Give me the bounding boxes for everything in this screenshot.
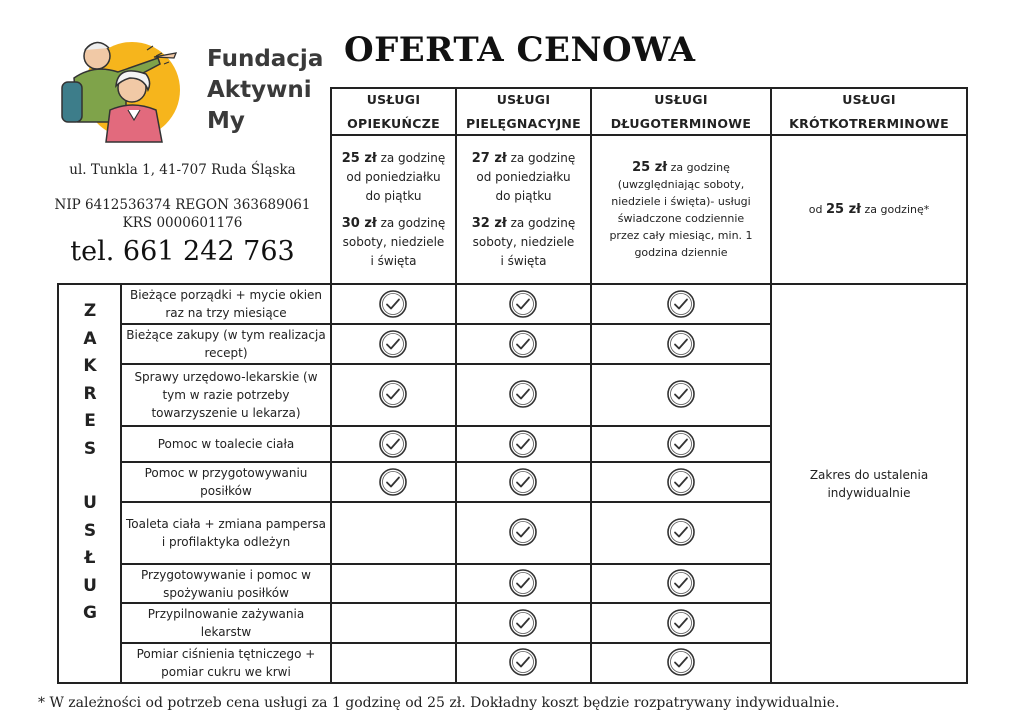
check-circle-icon <box>666 379 696 409</box>
price-text: za godzinę <box>376 215 446 230</box>
price-text: do piątku <box>495 188 552 203</box>
check-circle-icon <box>508 568 538 598</box>
check-circle-icon <box>508 379 538 409</box>
column-header-pielegnacyjne <box>457 89 590 134</box>
check-circle-icon <box>508 289 538 319</box>
column-header-line: OPIEKUŃCZE <box>347 115 440 131</box>
scope-letter: K <box>83 356 97 376</box>
price-text: soboty, niedziele <box>342 234 445 249</box>
nip-regon: NIP 6412536374 REGON 363689061 <box>54 197 311 213</box>
organization-name-line: Fundacja <box>207 46 324 72</box>
check-circle-icon <box>378 289 408 319</box>
column-header-line: USŁUGI <box>496 91 551 107</box>
price-text: (uwzględniając soboty, <box>617 177 745 191</box>
price-text: soboty, niedziele <box>472 234 575 249</box>
check-circle-icon <box>378 329 408 359</box>
column-header-line: KRÓTKOTRERMINOWE <box>789 115 949 131</box>
check-circle-icon <box>508 329 538 359</box>
check-circle-icon <box>508 467 538 497</box>
column-header-line: USŁUGI <box>842 91 896 107</box>
price-dlugoterminowe <box>592 136 770 283</box>
service-label: Toaleta ciała + zmiana pampersa i profilaktyka odleżyn <box>126 517 326 549</box>
price-amount: 25 zł <box>825 202 861 217</box>
check-circle-icon <box>508 608 538 638</box>
price-text: niedziele i święta)- usługi <box>611 194 751 208</box>
price-amount: 25 zł <box>341 150 377 166</box>
price-text: godzina dziennie <box>634 245 728 259</box>
service-label: Pomiar ciśnienia tętniczego + pomiar cukru we krwi <box>136 647 316 679</box>
check-circle-icon <box>666 329 696 359</box>
price-amount: 27 zł <box>471 150 507 166</box>
check-circle-icon <box>508 429 538 459</box>
price-opiekuncze <box>332 136 455 283</box>
scope-heading-vertical <box>60 298 120 628</box>
service-label: Przygotowywanie i pomoc w spożywaniu posiłków <box>141 567 311 600</box>
service-label: Sprawy urzędowo-lekarskie (w tym w razie potrzeby towarzyszenie u lekarza) <box>134 370 318 420</box>
check-circle-icon <box>508 647 538 677</box>
column-header-dlugoterminowe <box>592 89 770 134</box>
price-text: od poniedziałku <box>346 169 441 184</box>
registration-ids <box>40 196 325 232</box>
column-header-line: PIELĘGNACYJNE <box>465 115 582 131</box>
organization-name <box>207 44 325 137</box>
column-header-opiekuncze <box>332 89 455 134</box>
check-circle-icon <box>378 379 408 409</box>
price-pielegnacyjne <box>457 136 590 283</box>
scope-letter: U <box>83 493 97 513</box>
price-amount: 30 zł <box>341 215 377 231</box>
column-header-krotkoterminowe <box>772 89 966 134</box>
price-text: przez cały miesiąc, min. 1 <box>609 228 753 242</box>
page-title: OFERTA CENOWA <box>344 30 696 70</box>
check-circle-icon <box>666 429 696 459</box>
check-circle-icon <box>666 467 696 497</box>
price-amount: 25 zł <box>632 159 668 175</box>
price-amount: 32 zł <box>471 215 507 231</box>
check-circle-icon <box>508 517 538 547</box>
organization-name-line: Aktywni <box>207 77 312 103</box>
price-weekday <box>472 149 576 206</box>
price-text: i święta <box>500 253 547 268</box>
check-circle-icon <box>666 568 696 598</box>
krs: KRS 0000601176 <box>122 215 243 231</box>
price-text: za godzinę <box>506 150 576 165</box>
price-text: za godzinę <box>506 215 576 230</box>
service-label: Pomoc w przygotowywaniu posiłków <box>144 466 308 498</box>
scope-letter: R <box>83 383 97 404</box>
service-label: Pomoc w toalecie ciała <box>157 437 295 451</box>
scope-letter: U <box>83 575 97 596</box>
elderly-couple-logo-icon <box>52 30 202 148</box>
column-header-line: DŁUGOTERMINOWE <box>610 115 752 131</box>
service-label: Bieżące zakupy (w tym realizacja recept) <box>126 328 326 360</box>
scope-letter: A <box>83 328 97 349</box>
price-text: do piątku <box>365 188 422 203</box>
footnote: * W zależności od potrzeb cena usługi za 1 godzinę od 25 zł. Dokładny koszt będzie rozpatrywany indywidualnie. <box>38 695 840 711</box>
price-text: za godzinę <box>667 160 730 174</box>
service-label: Bieżące porządki + mycie okien raz na trzy miesiące <box>129 288 323 320</box>
organization-name-line: My <box>207 108 245 134</box>
check-circle-icon <box>666 608 696 638</box>
price-krotkoterminowe <box>772 136 966 283</box>
price-weekend <box>342 214 446 271</box>
price-text: od poniedziałku <box>476 169 571 184</box>
scope-letter: S <box>83 438 97 459</box>
check-circle-icon <box>666 517 696 547</box>
price-text: od <box>808 203 826 216</box>
check-circle-icon <box>666 289 696 319</box>
scope-letter: E <box>84 411 96 431</box>
grid-line <box>966 87 968 684</box>
service-label: Przypilnowanie zażywania lekarstw <box>147 607 305 639</box>
scope-letter: Z <box>83 301 97 321</box>
column-header-line: USŁUGI <box>654 91 708 107</box>
phone-number[interactable]: tel. 661 242 763 <box>70 236 295 267</box>
check-circle-icon <box>378 467 408 497</box>
price-text: i święta <box>370 253 417 268</box>
check-circle-icon <box>378 429 408 459</box>
short-term-scope: Zakres do ustalenia indywidualnie <box>809 467 929 500</box>
grid-line <box>57 283 59 684</box>
price-weekend <box>472 214 576 271</box>
price-text: za godzinę <box>376 150 446 165</box>
price-text: świadczone codziennie <box>617 211 745 225</box>
price-text: za godzinę* <box>860 203 930 216</box>
column-header-line: USŁUGI <box>366 91 421 107</box>
check-circle-icon <box>666 647 696 677</box>
scope-letter: S <box>83 520 97 541</box>
price-weekday <box>342 149 446 206</box>
scope-letter: Ł <box>84 548 96 568</box>
scope-letter: G <box>83 603 97 623</box>
address: ul. Tunkla 1, 41-707 Ruda Śląska <box>69 162 296 178</box>
grid-line <box>57 682 968 684</box>
